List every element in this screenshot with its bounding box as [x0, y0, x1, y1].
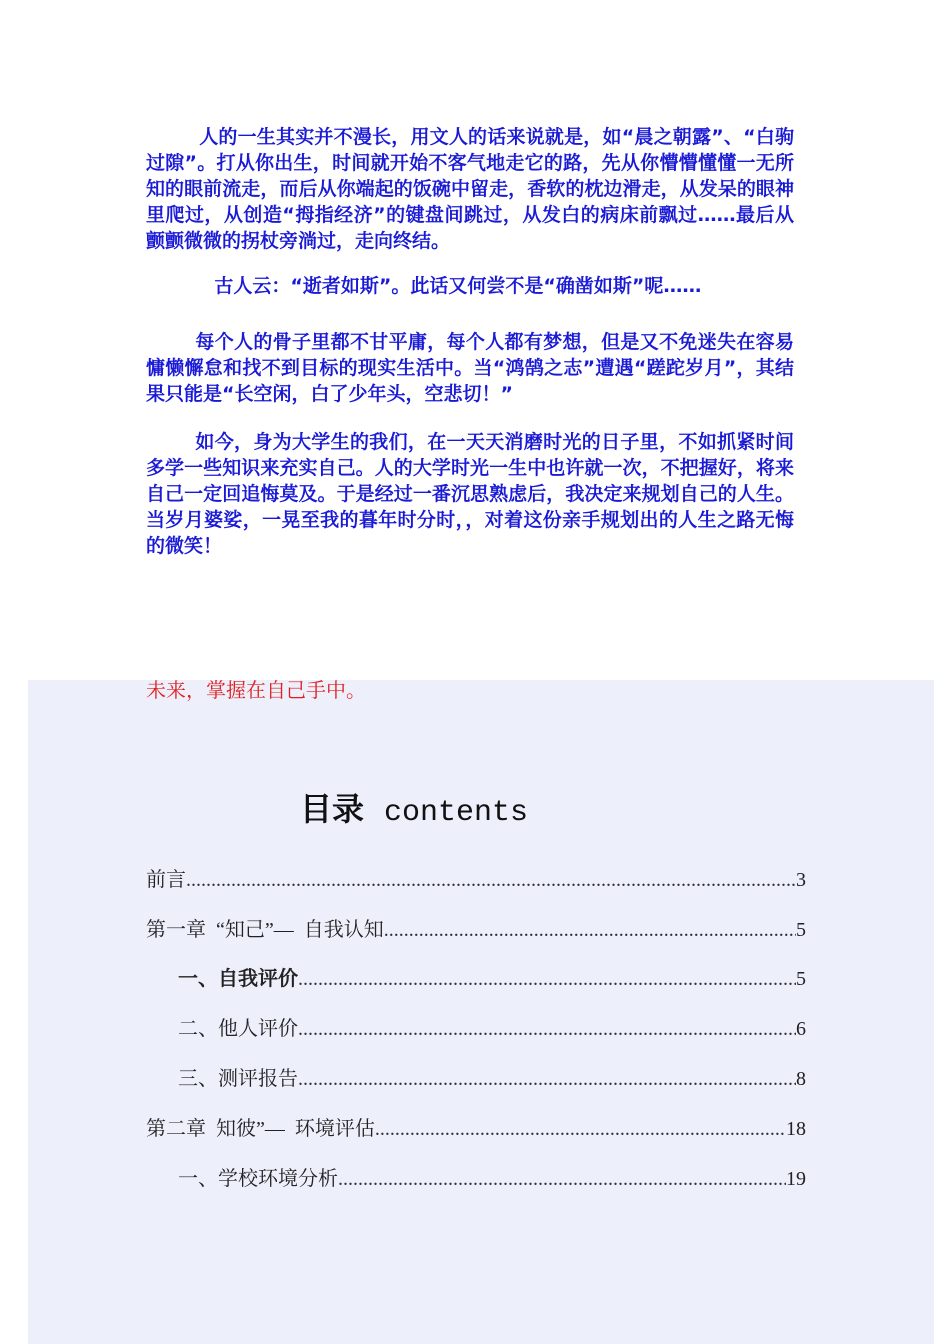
toc-entry-self-evaluation[interactable]	[178, 963, 806, 995]
toc-entry-assessment-report[interactable]	[178, 1063, 806, 1095]
toc-entry-page: 5	[796, 968, 806, 990]
intro-text-block	[146, 124, 794, 559]
intro-paragraph-1: 人的一生其实并不漫长，用文人的话来说就是，如“晨之朝露”、“白驹过隙”。打从你出生，时间就开始不客气地走它的路，先从你懵懵懂懂一无所知的眼前流走，而后从你端起的饭碗中留走，香软的枕边滑走，从发呆的眼神里爬过，从创造“拇指经济”的键盘间跳过，从发白的病床前飘过……最后从颤颤微微的拐杖旁淌过，走向终结。	[146, 126, 794, 252]
motto-line: 未来，掌握在自己手中。	[146, 678, 366, 702]
toc-leader-dots	[338, 1163, 786, 1195]
toc-leader-dots	[186, 864, 796, 896]
toc-entry-label: 三、测评报告	[178, 1068, 298, 1090]
toc-entry-school-environment[interactable]	[178, 1163, 806, 1195]
toc-leader-dots	[298, 1063, 796, 1095]
toc-entry-preface[interactable]	[146, 864, 806, 896]
toc-entry-page: 6	[796, 1018, 806, 1040]
toc-entry-label: 第一章 “知己”— 自我认知	[146, 919, 384, 941]
toc-title-english: contents	[384, 796, 529, 830]
toc-entry-chapter-1[interactable]	[146, 914, 806, 946]
toc-leader-dots	[298, 963, 796, 995]
lower-background-panel	[28, 680, 934, 1344]
toc-leader-dots	[384, 914, 796, 946]
toc-entry-label: 一、学校环境分析	[178, 1168, 338, 1190]
toc-entry-page: 5	[796, 919, 806, 941]
toc-entry-label: 一、自我评价	[178, 968, 298, 990]
toc-entry-page: 3	[796, 869, 806, 891]
toc-entry-others-evaluation[interactable]	[178, 1013, 806, 1045]
toc-title-chinese: 目录	[300, 790, 365, 828]
toc-entry-chapter-2[interactable]	[146, 1113, 806, 1145]
toc-title	[300, 786, 528, 836]
toc-leader-dots	[298, 1013, 796, 1045]
toc-entry-label: 前言	[146, 869, 186, 891]
toc-entry-page: 19	[786, 1168, 806, 1190]
toc-entry-label: 二、他人评价	[178, 1018, 298, 1040]
toc-leader-dots	[375, 1113, 786, 1145]
toc-entry-page: 18	[786, 1118, 806, 1140]
intro-paragraph-4: 如今，身为大学生的我们，在一天天消磨时光的日子里，不如抓紧时间多学一些知识来充实自己。人的大学时光一生中也许就一次，不把握好，将来自己一定回追悔莫及。于是经过一番沉思熟虑后，我决定来规划自己的人生。当岁月婆娑，一晃至我的暮年时分时，，对着这份亲手规划出的人生之路无悔的微笑！	[146, 431, 794, 557]
intro-paragraph-3: 每个人的骨子里都不甘平庸，每个人都有梦想，但是又不免迷失在容易慵懒懈怠和找不到目标的现实生活中。当“鸿鹄之志”遭遇“蹉跎岁月”，其结果只能是“长空闲，白了少年头，空悲切！”	[146, 331, 794, 405]
toc-entry-page: 8	[796, 1068, 806, 1090]
intro-paragraph-2: 古人云：“逝者如斯”。此话又何尝不是“确凿如斯”呢……	[214, 275, 702, 297]
toc-entry-label: 第二章 知彼”— 环境评估	[146, 1118, 375, 1140]
